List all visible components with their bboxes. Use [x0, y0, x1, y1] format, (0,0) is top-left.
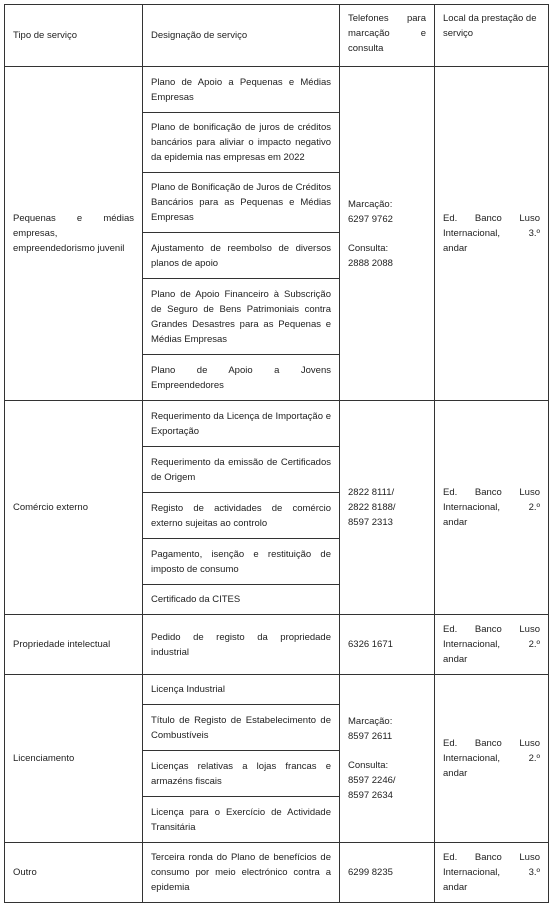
header-row	[5, 5, 549, 67]
service-type-cell: Propriedade intelectual	[5, 615, 143, 675]
header-service-type: Tipo de serviço	[5, 5, 143, 67]
service-designation-cell: Ajustamento de reembolso de diversos planos de apoio	[143, 233, 340, 279]
service-designation-cell: Pagamento, isenção e restituição de imposto de consumo	[143, 539, 340, 585]
service-type-cell: Pequenas e médias empresas, empreendedorismo juvenil	[5, 67, 143, 401]
phone-line: 2822 8111/	[348, 487, 395, 498]
table-row	[5, 401, 549, 447]
phone-line: 2822 8188/	[348, 502, 396, 513]
phone-line: Marcação:	[348, 198, 393, 210]
header-service-designation: Designação de serviço	[143, 5, 340, 67]
service-designation-cell: Requerimento da Licença de Importação e Exportação	[143, 401, 340, 447]
location-cell: Ed. Banco Luso Internacional, 2.º andar	[435, 675, 549, 843]
phone-line: Marcação:	[348, 716, 393, 727]
table-row	[5, 67, 549, 113]
table-row	[5, 675, 549, 705]
service-designation-cell: Plano de Apoio a Pequenas e Médias Empresas	[143, 67, 340, 113]
location-cell: Ed. Banco Luso Internacional, 2.º andar	[435, 615, 549, 675]
services-table	[4, 4, 549, 903]
phone-line: 8597 2246/	[348, 775, 396, 786]
service-type-cell: Comércio externo	[5, 401, 143, 615]
service-type-cell: Outro	[5, 843, 143, 903]
phones-cell	[340, 675, 435, 843]
service-designation-cell: Licença Industrial	[143, 675, 340, 705]
service-designation-cell: Plano de bonificação de juros de créditos bancários para aliviar o impacto negativo da epidemia nas empresas em 2022	[143, 113, 340, 173]
service-designation-cell: Licença para o Exercício de Actividade Transitária	[143, 797, 340, 843]
table-body	[5, 67, 549, 903]
service-designation-cell: Terceira ronda do Plano de benefícios de consumo por meio electrónico contra a epidemia	[143, 843, 340, 903]
service-designation-cell: Requerimento da emissão de Certificados de Origem	[143, 447, 340, 493]
phone-gap	[348, 227, 426, 241]
phone-line: 8597 2634	[348, 790, 393, 801]
location-cell: Ed. Banco Luso Internacional, 3.º andar	[435, 67, 549, 401]
header-location: Local da prestação de serviço	[435, 5, 549, 67]
phone-gap	[348, 744, 426, 758]
phone-line: 6297 9762	[348, 213, 393, 225]
phones-cell	[340, 401, 435, 615]
phone-line: Consulta:	[348, 242, 389, 254]
phones-cell	[340, 615, 435, 675]
service-designation-cell: Plano de Bonificação de Juros de Créditos Bancários para as Pequenas e Médias Empresas	[143, 173, 340, 233]
service-designation-cell: Certificado da CITES	[143, 585, 340, 615]
service-designation-cell: Plano de Apoio Financeiro à Subscrição de Seguro de Bens Patrimoniais contra Grandes Desastres para as Pequenas e Médias Empresas	[143, 279, 340, 355]
service-type-cell: Licenciamento	[5, 675, 143, 843]
service-designation-cell: Título de Registo de Estabelecimento de Combustíveis	[143, 705, 340, 751]
location-cell: Ed. Banco Luso Internacional, 2.º andar	[435, 401, 549, 615]
phone-line: 8597 2313	[348, 517, 393, 528]
phone-line: 6299 8235	[348, 867, 393, 878]
phones-cell	[340, 843, 435, 903]
table-row	[5, 843, 549, 903]
service-designation-cell: Pedido de registo da propriedade industrial	[143, 615, 340, 675]
phone-line: 2888 2088	[348, 257, 393, 269]
phone-line: 8597 2611	[348, 731, 393, 742]
service-designation-cell: Licenças relativas a lojas francas e armazéns fiscais	[143, 751, 340, 797]
phone-line: Consulta:	[348, 760, 389, 771]
service-designation-cell: Plano de Apoio a Jovens Empreendedores	[143, 355, 340, 401]
location-cell: Ed. Banco Luso Internacional, 3.º andar	[435, 843, 549, 903]
table-row	[5, 615, 549, 675]
service-designation-cell: Registo de actividades de comércio externo sujeitas ao controlo	[143, 493, 340, 539]
header-phones: Telefones para marcação e consulta	[340, 5, 435, 67]
phones-cell	[340, 67, 435, 401]
phone-line: 6326 1671	[348, 639, 393, 650]
